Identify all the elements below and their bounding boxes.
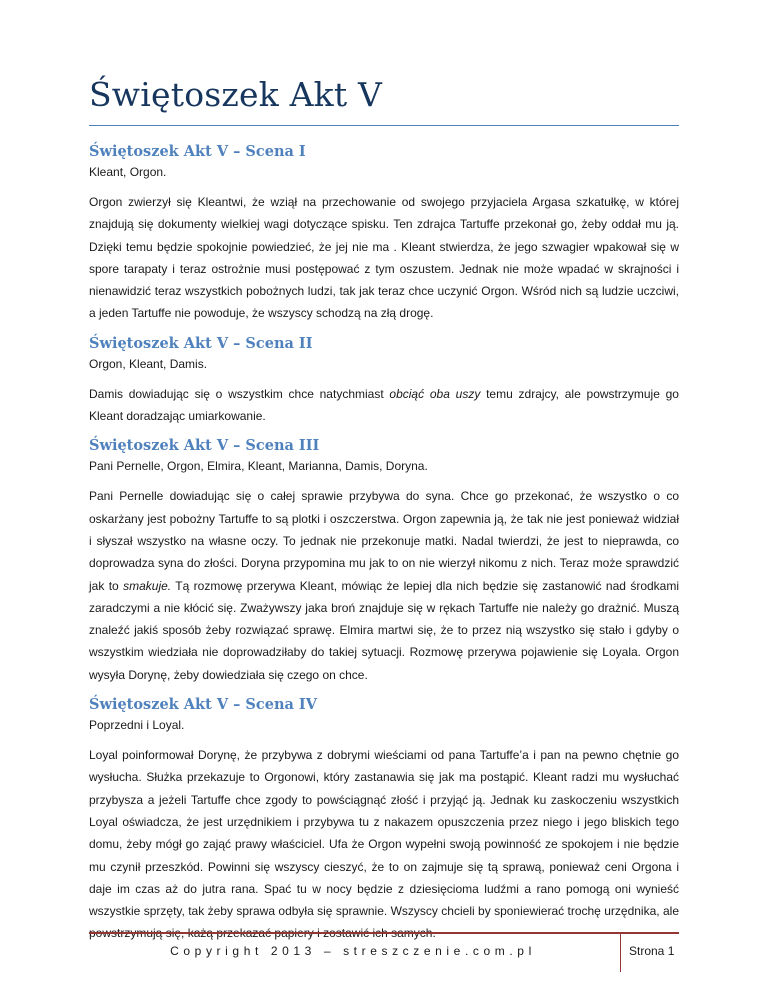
title-underline: [89, 125, 679, 126]
page-footer: [89, 932, 679, 972]
paragraph-text: temu zdrajcy, ale powstrzymuje go Kleant doradzając umiarkowanie.: [89, 386, 679, 424]
scene-heading: Świętoszek Akt V – Scena III: [89, 437, 320, 455]
scene-section-2: [89, 333, 679, 428]
footer-copyright: Copyright 2013 – streszczenie.com.pl: [170, 944, 536, 958]
scene-heading: Świętoszek Akt V – Scena I: [89, 143, 306, 160]
scene-cast: Poprzedni i Loyal.: [89, 718, 185, 733]
scene-heading: Świętoszek Akt V – Scena IV: [89, 696, 317, 714]
scene-cast: Pani Pernelle, Orgon, Elmira, Kleant, Marianna, Damis, Doryna.: [89, 459, 428, 474]
scene-section-4: [89, 694, 679, 945]
paragraph-text: Tą rozmowę przerywa Kleant, mówiąc że lepiej dla nich będzie się zastanowić nad środkami zaradczymi a nie kłócić się. Zważywszy jaka broń znajduje się w rękach Tartuffe nie należy go drażnić. Muszą znaleźć jakiś sposób żeby rozwiązać sprawę. Elmira martwi się, że to przez nią wszystko się stało i gdyby o wszystkim wiedziała nie doprowadziłaby do takiej sytuacji. Rozmowę przerywa pojawienie się Loyala. Orgon wysyła Dorynę, żeby dowiedziała się czego on chce.: [89, 578, 679, 682]
footer-divider: [620, 934, 621, 972]
paragraph-text: Damis dowiadując się o wszystkim chce natychmiast: [89, 386, 390, 401]
scene-section-3: [89, 435, 679, 686]
scene-cast: Kleant, Orgon.: [89, 165, 167, 179]
paragraph-text: Pani Pernelle dowiadując się o całej sprawie przybywa do syna. Chce go przekonać, że wszystko o co oskarżany jest pobożny Tartuffe to są plotki i oszczerstwa. Orgon zapewnia ją, że tak nie jest ponieważ widział i słyszał wszystko na własne oczy. To jednak nie przekonuje matki. Nadal twierdzi, że jest to nieprawda, co doprowadza syna do złości. Doryna przypomina mu jak to on nie wierzył nikomu z nich. Teraz może sprawdzić jak to: [89, 489, 679, 593]
paragraph-italic-text: smakuje.: [123, 578, 172, 593]
paragraph-italic-text: obciąć oba uszy: [389, 386, 481, 401]
scene-paragraph: [89, 383, 679, 428]
scene-heading: Świętoszek Akt V – Scena II: [89, 334, 313, 352]
scene-paragraph: [89, 485, 679, 686]
page-number: Strona 1: [629, 944, 675, 958]
document-body: [89, 141, 679, 953]
scene-paragraph: Loyal poinformował Dorynę, że przybywa z dobrymi wieściami od pana Tartuffe’a i pan na pewno chętnie go wysłucha. Służka przekazuje to Orgonowi, który zastanawia się jak ma postąpić. Kleant radzi mu wysłuchać przybysza a jeżeli Tartuffe chce zgody to powściągnąć złość i przyjąć ją. Jednak ku zaskoczeniu wszystkich Loyal oświadcza, że jest urzędnikiem i przybywa tu z nakazem opuszczenia przez niego i jego bliskich tego domu, żeby mógł go zająć prawy właściciel. Ufa że Orgon wypełni swoją powinność ze spokojem i nie będzie mu czynił przeszkód. Powinni się wszyscy cieszyć, że to on zajmuje się tą sprawą, ponieważ ceni Orgona i daje im czas aż do jutra rana. Spać tu w nocy będzie z dziesięcioma ludźmi a rano pomogą oni wynieść wszystkie sprzęty, tak żeby sprawa odbyła się sprawnie. Wszyscy chcieli by sponiewierać trochę urzędnika, ale: [89, 748, 679, 919]
scene-paragraph: Orgon zwierzył się Kleantwi, że wziął na przechowanie od swojego przyjaciela Argasa szkatułkę, w której znajdują się dokumenty wielkiej wagi dotyczące spisku. Ten zdrajca Tartuffe przekonał go, żeby oddał mu ją. Dzięki temu będzie spokojnie powiedzieć, że jej nie ma . Kleant stwierdza, że jego szwagier wpakował się w spore tarapaty i teraz ostrożnie musi postępować z tym oszustem. Jednak nie może wpadać w skrajności i nienawidzić teraz wszystkich pobożnych ludzi, tak jak teraz chce uczynić Orgon. Wśród nich są ludzie uczciwi, a jeden Tartuffe nie powoduje, że wszyscy schodzą na złą drogę.: [89, 195, 679, 321]
document-title: Świętoszek Akt V: [89, 75, 383, 114]
scene-cast: Orgon, Kleant, Damis.: [89, 356, 208, 371]
scene-section-1: [89, 141, 679, 325]
footer-rule: [89, 932, 679, 934]
